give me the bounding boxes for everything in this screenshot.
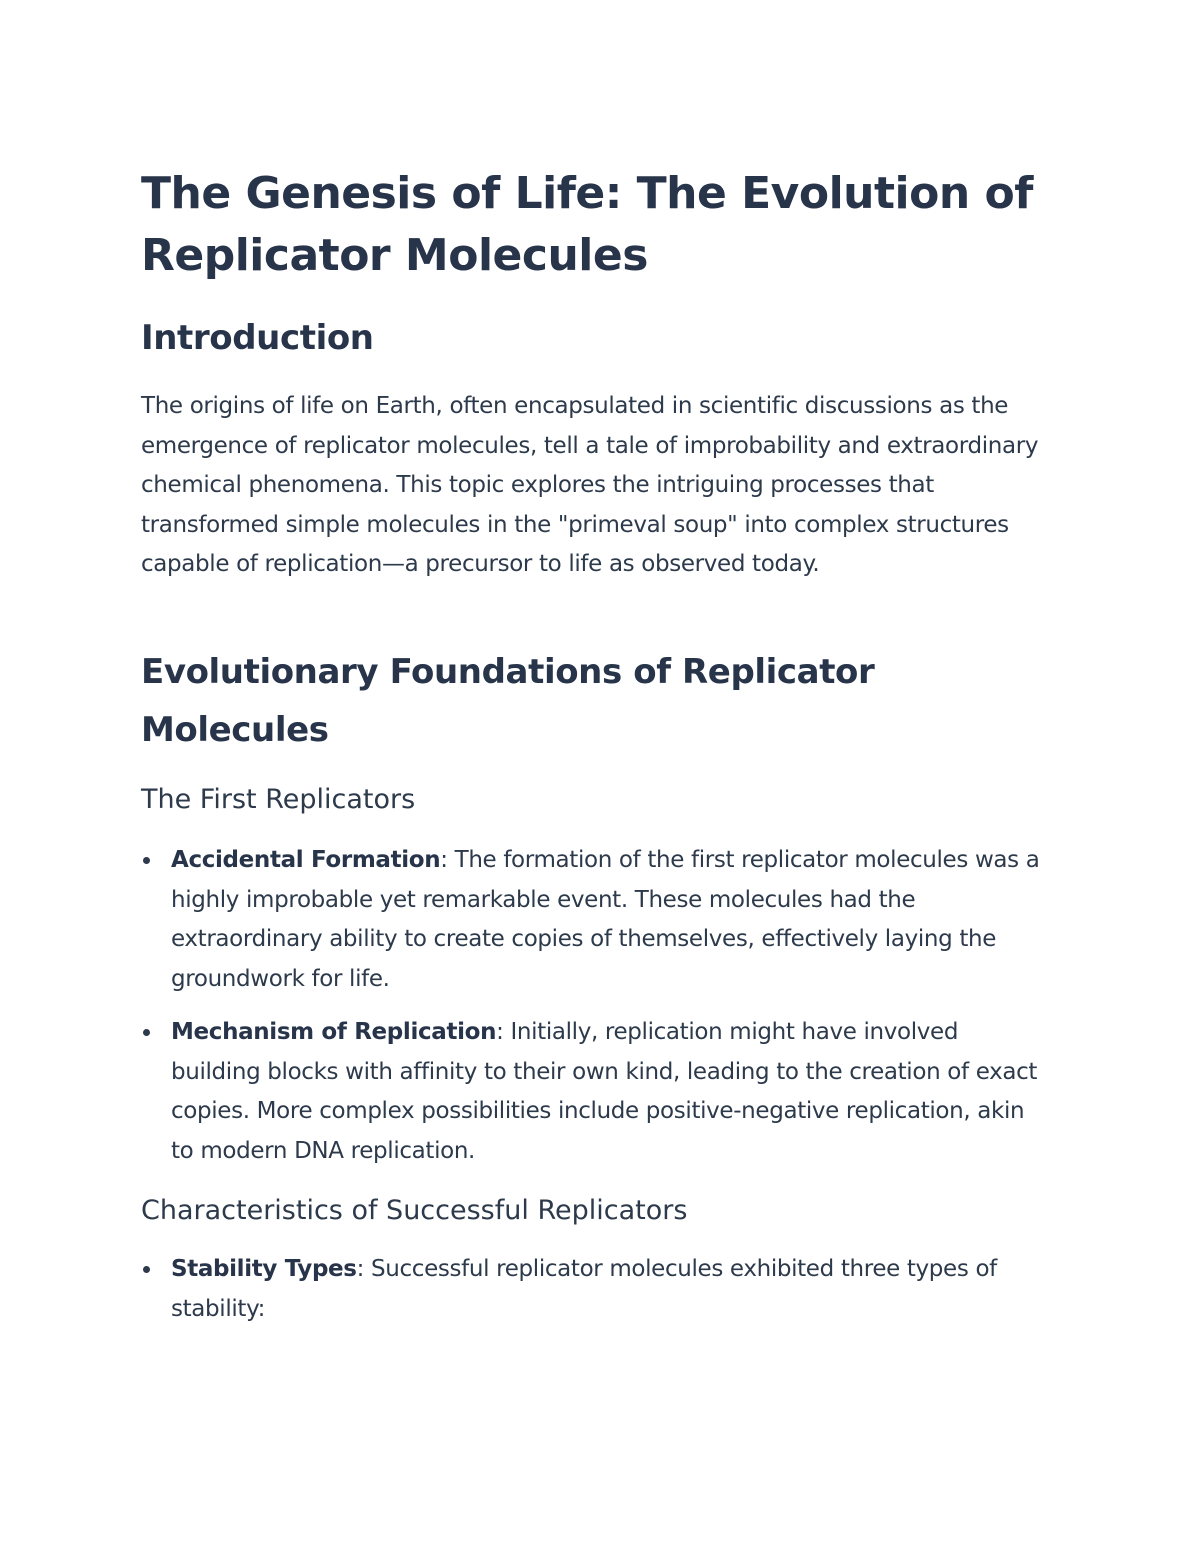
subsection-heading-first-replicators: The First Replicators [141, 784, 416, 815]
document-title: The Genesis of Life: The Evolution of Replicator Molecules [141, 168, 1033, 281]
bullet-text: : The formation of the first replicator molecules was a highly improbable yet remarkable event. These molecules had the extraordinary ability to create copies of themselves, effectively laying the groundwork for life. [171, 847, 1040, 992]
list-item [141, 1250, 1053, 1329]
bullet-term: Stability Types [171, 1256, 357, 1282]
bullet-icon [143, 857, 150, 864]
section-heading-evolutionary-foundations: Evolutionary Foundations of Replicator Molecules [141, 652, 875, 750]
bullet-icon [143, 1029, 150, 1036]
introduction-paragraph: The origins of life on Earth, often encapsulated in scientific discussions as the emergence of replicator molecules, tell a tale of improbability and extraordinary chemical phenomena. This topic explores the intriguing processes that transformed simple molecules in the "primeval soup" into complex structures capable of replication—a precursor to life as observed today. [141, 393, 1039, 577]
first-replicators-list [141, 841, 1061, 1171]
bullet-term: Mechanism of Replication [171, 1019, 497, 1045]
subsection-heading-successful-replicators: Characteristics of Successful Replicators [141, 1195, 688, 1226]
list-item [141, 841, 1053, 999]
list-item [141, 1013, 1053, 1171]
bullet-icon [143, 1266, 150, 1273]
bullet-term: Accidental Formation [171, 847, 441, 873]
section-heading-introduction: Introduction [141, 318, 374, 358]
bullet-text: : Successful replicator molecules exhibited three types of stability: [171, 1256, 997, 1322]
bullet-text: : Initially, replication might have involved building blocks with affinity to their own kind, leading to the creation of exact copies. More complex possibilities include positive-negative replication, akin to modern DNA replication. [171, 1019, 1038, 1164]
successful-replicators-list [141, 1250, 1061, 1329]
